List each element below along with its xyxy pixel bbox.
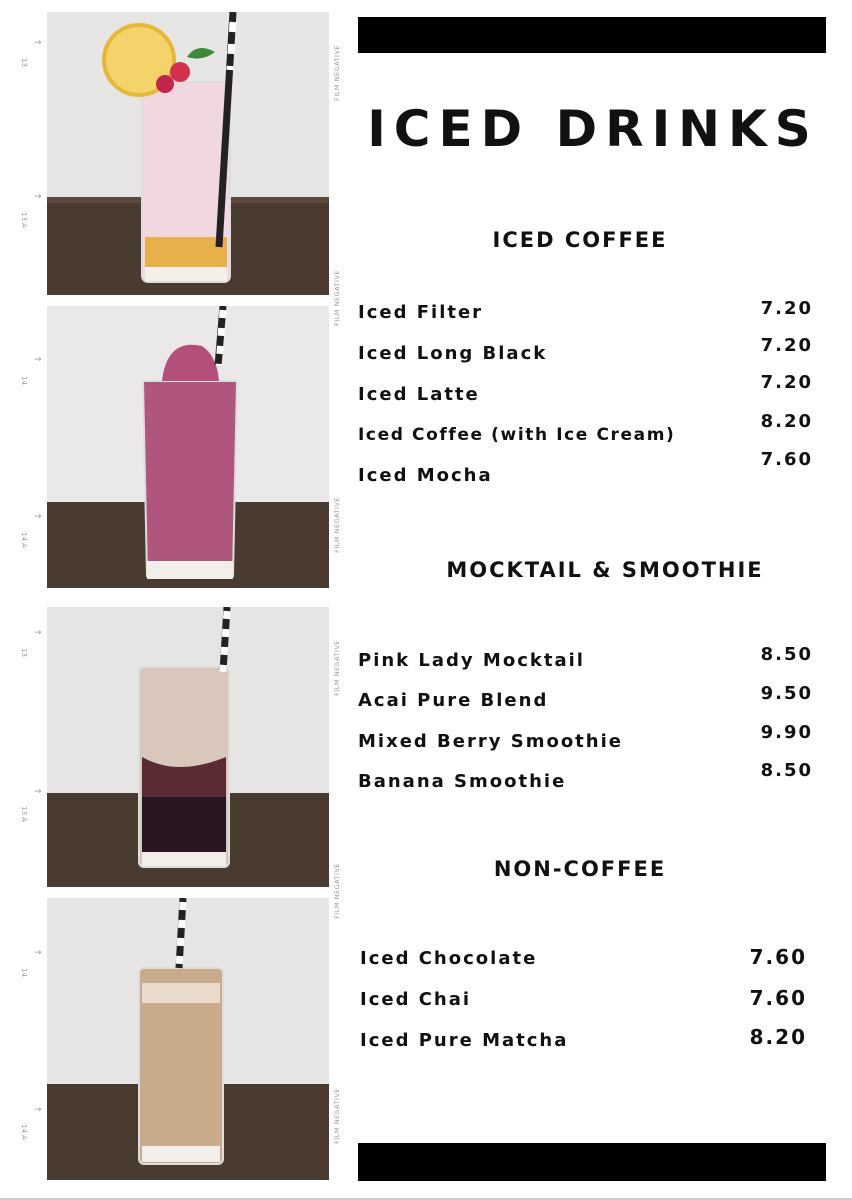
menu-item bbox=[358, 335, 813, 373]
item-price: 7.20 bbox=[760, 335, 813, 356]
frame-number: 14 A bbox=[20, 1124, 28, 1140]
section-title-mocktail-smoothie: MOCKTAIL & SMOOTHIE bbox=[446, 558, 764, 582]
menu-item bbox=[358, 411, 813, 455]
menu-item bbox=[358, 722, 813, 761]
frame-number: 13 A bbox=[20, 806, 28, 822]
iced-latte-photo bbox=[47, 898, 329, 1180]
bottom-black-bar bbox=[358, 1143, 826, 1181]
film-strip bbox=[0, 0, 350, 1200]
menu-item bbox=[360, 1025, 807, 1060]
menu-item bbox=[358, 449, 813, 495]
item-name: Iced Long Black bbox=[358, 343, 548, 364]
item-name: Acai Pure Blend bbox=[358, 690, 549, 711]
item-name: Pink Lady Mocktail bbox=[358, 650, 585, 671]
item-name: Banana Smoothie bbox=[358, 771, 567, 792]
item-price: 7.60 bbox=[749, 945, 807, 969]
edge-arrow: → bbox=[34, 787, 42, 797]
page-title: ICED DRINKS bbox=[367, 100, 819, 158]
item-name: Iced Mocha bbox=[358, 465, 493, 486]
item-price: 8.20 bbox=[760, 411, 813, 432]
menu-item bbox=[360, 945, 807, 978]
film-negative-label: FILM NEGATIVE bbox=[333, 640, 341, 696]
item-name: Iced Coffee (with Ice Cream) bbox=[358, 425, 676, 445]
item-price: 8.20 bbox=[749, 1025, 807, 1049]
frame-number: 14 bbox=[20, 968, 28, 977]
film-negative-label: FILM NEGATIVE bbox=[333, 270, 341, 326]
top-black-bar bbox=[358, 17, 826, 53]
item-price: 7.20 bbox=[760, 372, 813, 393]
edge-arrow: → bbox=[34, 38, 42, 48]
iced-mocha-photo bbox=[47, 607, 329, 887]
edge-arrow: → bbox=[34, 948, 42, 958]
item-name: Iced Pure Matcha bbox=[360, 1030, 569, 1051]
frame-number: 14 bbox=[20, 376, 28, 385]
film-negative-label: FILM NEGATIVE bbox=[333, 497, 341, 553]
frame-number: 13 bbox=[20, 648, 28, 657]
frame-number: 14 A bbox=[20, 532, 28, 548]
item-price: 9.90 bbox=[760, 722, 813, 743]
edge-arrow: → bbox=[34, 355, 42, 365]
menu-item bbox=[358, 644, 813, 680]
item-name: Iced Chai bbox=[360, 989, 472, 1010]
section-title-non-coffee: NON-COFFEE bbox=[493, 857, 667, 881]
item-price: 7.60 bbox=[749, 986, 807, 1010]
edge-arrow: → bbox=[34, 512, 42, 522]
menu-item bbox=[358, 760, 813, 801]
section-title-iced-coffee: ICED COFFEE bbox=[492, 228, 668, 252]
item-name: Iced Filter bbox=[358, 302, 484, 323]
film-negative-label: FILM NEGATIVE bbox=[333, 863, 341, 919]
film-negative-label: FILM NEGATIVE bbox=[333, 45, 341, 101]
item-price: 8.50 bbox=[760, 644, 813, 665]
item-name: Iced Chocolate bbox=[360, 948, 538, 969]
menu-item bbox=[360, 986, 807, 1019]
edge-arrow: → bbox=[34, 192, 42, 202]
frame-number: 13 A bbox=[20, 212, 28, 228]
item-price: 8.50 bbox=[760, 760, 813, 781]
edge-arrow: → bbox=[34, 628, 42, 638]
pink-lady-mocktail-photo bbox=[47, 12, 329, 295]
item-name: Iced Latte bbox=[358, 384, 480, 405]
item-price: 9.50 bbox=[760, 683, 813, 704]
menu-item bbox=[358, 298, 813, 332]
item-price: 7.60 bbox=[760, 449, 813, 470]
frame-number: 13 bbox=[20, 58, 28, 67]
item-name: Mixed Berry Smoothie bbox=[358, 731, 623, 752]
menu-item bbox=[358, 683, 813, 720]
berry-smoothie-photo bbox=[47, 306, 329, 588]
menu-item bbox=[358, 372, 813, 414]
edge-arrow: → bbox=[34, 1105, 42, 1115]
item-price: 7.20 bbox=[760, 298, 813, 319]
film-negative-label: FILM NEGATIVE bbox=[333, 1088, 341, 1144]
